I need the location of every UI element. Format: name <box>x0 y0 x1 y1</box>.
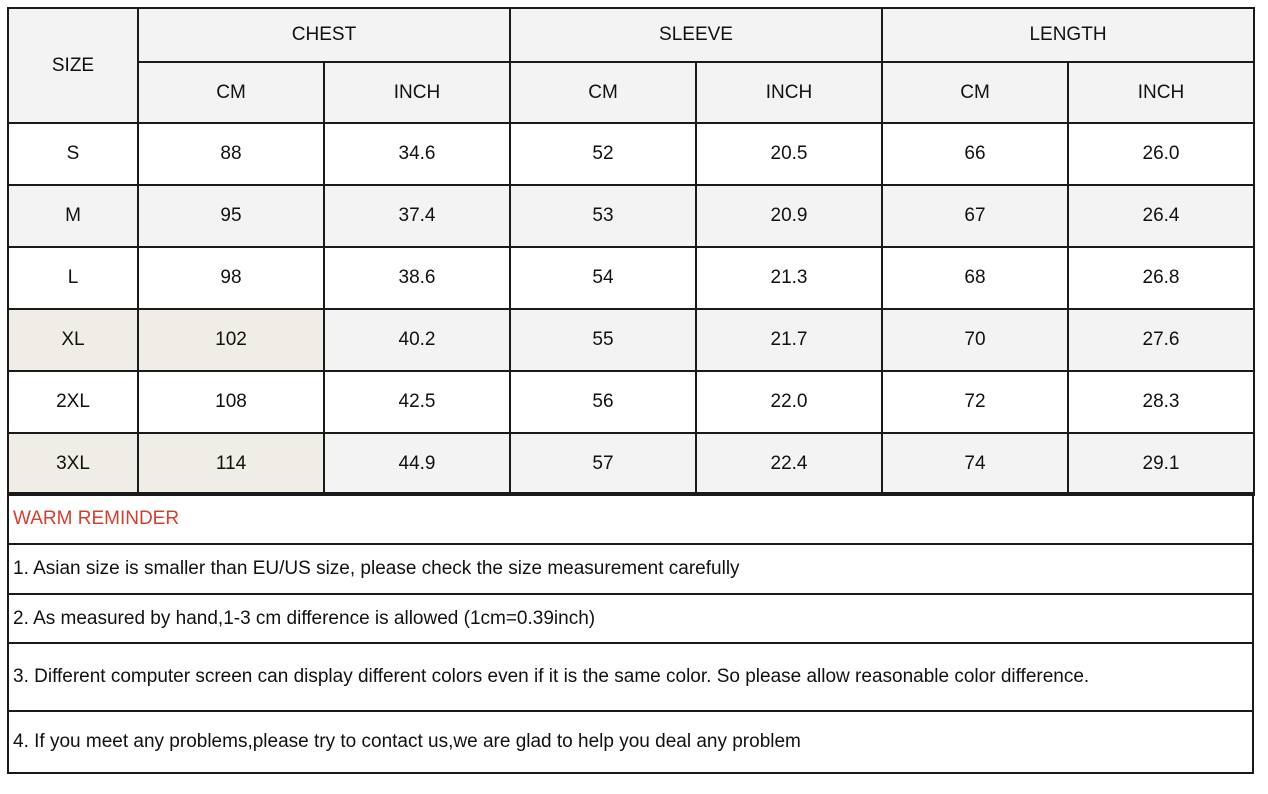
size-cell: L <box>8 247 138 309</box>
table-row <box>8 371 1254 433</box>
unit-header: CM <box>510 62 696 123</box>
note-item: 4. If you meet any problems,please try to contact us,we are glad to help you deal any problem <box>8 711 1253 773</box>
chest-inch-cell: 34.6 <box>324 123 510 185</box>
length-inch-cell: 28.3 <box>1068 371 1254 433</box>
chest-inch-cell: 37.4 <box>324 185 510 247</box>
table-row <box>8 309 1254 371</box>
note-item: 1. Asian size is smaller than EU/US size, please check the size measurement carefully <box>8 544 1253 594</box>
sleeve-inch-cell: 20.9 <box>696 185 882 247</box>
size-cell: XL <box>8 309 138 371</box>
sleeve-cm-cell: 54 <box>510 247 696 309</box>
length-inch-cell: 26.4 <box>1068 185 1254 247</box>
size-cell: 3XL <box>8 433 138 495</box>
chest-inch-cell: 38.6 <box>324 247 510 309</box>
warm-reminder-title: WARM REMINDER <box>8 493 1253 544</box>
size-cell: S <box>8 123 138 185</box>
chest-cm-cell: 98 <box>138 247 324 309</box>
sleeve-cm-cell: 55 <box>510 309 696 371</box>
note-item: 2. As measured by hand,1-3 cm difference is allowed (1cm=0.39inch) <box>8 594 1253 643</box>
size-cell: 2XL <box>8 371 138 433</box>
table-row <box>8 185 1254 247</box>
chest-cm-cell: 88 <box>138 123 324 185</box>
length-inch-cell: 26.0 <box>1068 123 1254 185</box>
note-item: 3. Different computer screen can display different colors even if it is the same color. So please allow reasonable color difference. <box>8 643 1253 711</box>
length-cm-cell: 68 <box>882 247 1068 309</box>
length-header: LENGTH <box>882 8 1254 62</box>
unit-header: INCH <box>1068 62 1254 123</box>
chest-inch-cell: 40.2 <box>324 309 510 371</box>
length-cm-cell: 66 <box>882 123 1068 185</box>
sleeve-inch-cell: 22.0 <box>696 371 882 433</box>
sleeve-cm-cell: 56 <box>510 371 696 433</box>
sleeve-inch-cell: 22.4 <box>696 433 882 495</box>
chest-cm-cell: 108 <box>138 371 324 433</box>
length-inch-cell: 26.8 <box>1068 247 1254 309</box>
sleeve-header: SLEEVE <box>510 8 882 62</box>
unit-header: CM <box>882 62 1068 123</box>
unit-header: INCH <box>696 62 882 123</box>
chest-header: CHEST <box>138 8 510 62</box>
reminder-table <box>7 492 1254 774</box>
length-inch-cell: 27.6 <box>1068 309 1254 371</box>
table-row <box>8 433 1254 495</box>
unit-header: CM <box>138 62 324 123</box>
chest-cm-cell: 102 <box>138 309 324 371</box>
chest-inch-cell: 42.5 <box>324 371 510 433</box>
sleeve-cm-cell: 53 <box>510 185 696 247</box>
length-cm-cell: 70 <box>882 309 1068 371</box>
table-row <box>8 123 1254 185</box>
length-cm-cell: 72 <box>882 371 1068 433</box>
chest-cm-cell: 95 <box>138 185 324 247</box>
header-row-units <box>8 62 1254 123</box>
sleeve-inch-cell: 21.3 <box>696 247 882 309</box>
length-cm-cell: 74 <box>882 433 1068 495</box>
size-cell: M <box>8 185 138 247</box>
length-inch-cell: 29.1 <box>1068 433 1254 495</box>
sleeve-inch-cell: 21.7 <box>696 309 882 371</box>
chest-cm-cell: 114 <box>138 433 324 495</box>
sleeve-inch-cell: 20.5 <box>696 123 882 185</box>
sleeve-cm-cell: 52 <box>510 123 696 185</box>
header-row-groups <box>8 8 1254 62</box>
length-cm-cell: 67 <box>882 185 1068 247</box>
size-chart-table <box>7 7 1255 496</box>
unit-header: INCH <box>324 62 510 123</box>
sleeve-cm-cell: 57 <box>510 433 696 495</box>
size-header: SIZE <box>8 8 138 123</box>
table-row <box>8 247 1254 309</box>
chest-inch-cell: 44.9 <box>324 433 510 495</box>
